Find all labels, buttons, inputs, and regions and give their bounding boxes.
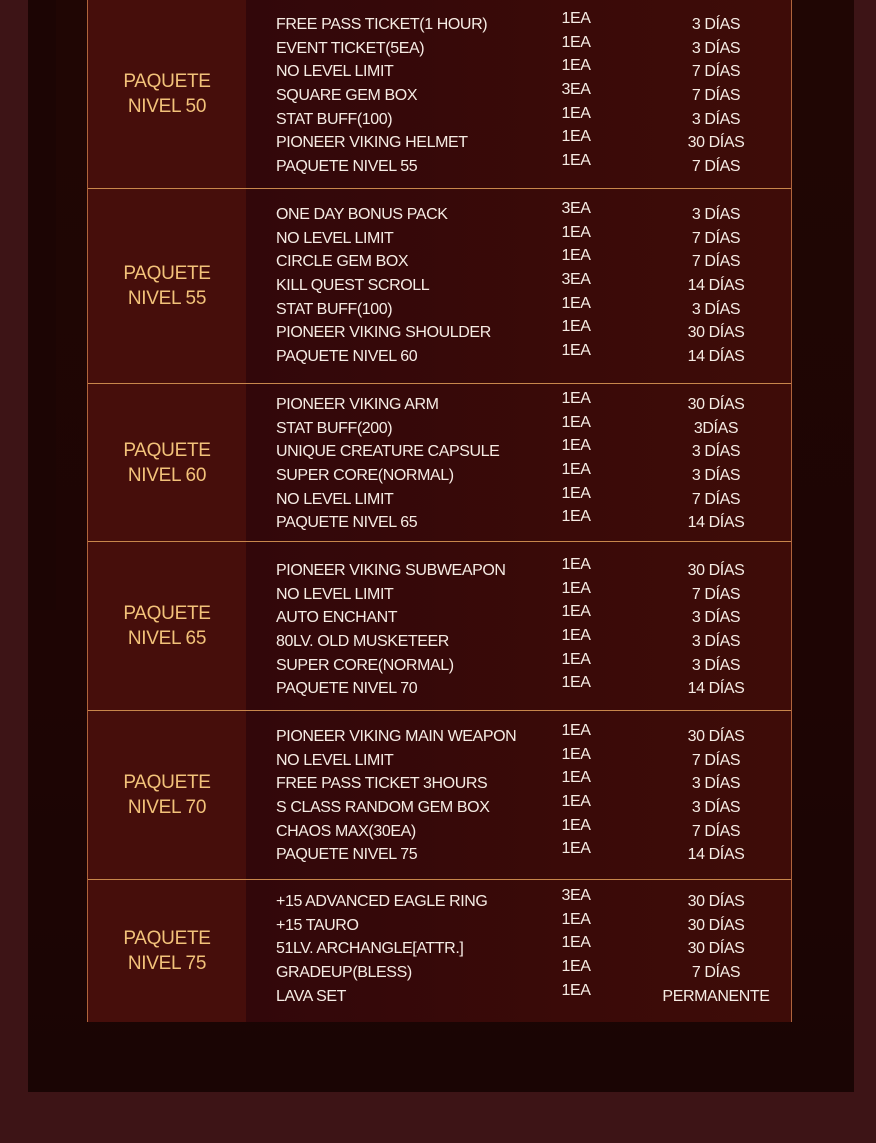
item-name-column: [276, 13, 487, 179]
item-quantity: 1EA: [561, 413, 591, 431]
package-contents: [246, 0, 791, 188]
item-duration: 3 DÍAS: [691, 656, 741, 674]
item-duration-column: [656, 203, 776, 369]
item-name-column: [276, 393, 499, 535]
item-name: SUPER CORE(NORMAL): [276, 656, 454, 674]
package-contents: [246, 189, 791, 383]
item-quantity: 1EA: [561, 674, 591, 692]
item-quantity-column: [546, 387, 606, 529]
item-duration: 30 DÍAS: [687, 562, 745, 579]
item-duration: 7 DÍAS: [691, 229, 741, 247]
item-quantity: 1EA: [561, 437, 591, 455]
panel-edge-shadow: [28, 0, 56, 610]
item-name: GRADEUP(BLESS): [276, 964, 412, 982]
item-name: AUTO ENCHANT: [276, 609, 398, 627]
item-quantity: 3EA: [561, 200, 591, 217]
item-name: ONE DAY BONUS PACK: [276, 206, 448, 223]
item-duration: 14 DÍAS: [687, 680, 745, 698]
item-name: STAT BUFF(200): [276, 419, 393, 437]
item-duration: 30 DÍAS: [687, 893, 745, 910]
package-label-cell: [88, 542, 246, 710]
item-name-column: [276, 203, 491, 369]
item-duration-column: [656, 559, 776, 701]
item-name: PIONEER VIKING ARM: [276, 396, 439, 413]
item-name: NO LEVEL LIMIT: [276, 229, 394, 247]
item-name: PAQUETE NIVEL 65: [276, 514, 418, 532]
item-name: KILL QUEST SCROLL: [276, 277, 430, 295]
package-contents: [246, 711, 791, 879]
item-duration: PERMANENTE: [662, 987, 770, 1005]
item-name: LAVA SET: [276, 987, 347, 1005]
package-row: [88, 383, 791, 541]
item-quantity: 1EA: [561, 910, 591, 928]
item-name: SUPER CORE(NORMAL): [276, 467, 454, 485]
item-quantity: 1EA: [561, 318, 591, 336]
item-quantity: 1EA: [561, 816, 591, 834]
item-quantity: 3EA: [561, 81, 591, 99]
package-row: [88, 541, 791, 710]
item-duration-column: [656, 725, 776, 867]
item-name: NO LEVEL LIMIT: [276, 585, 394, 603]
item-duration: 3 DÍAS: [691, 206, 741, 223]
item-duration: 7 DÍAS: [691, 585, 741, 603]
item-name: S CLASS RANDOM GEM BOX: [276, 799, 490, 817]
item-name: PIONEER VIKING SUBWEAPON: [276, 562, 506, 579]
item-quantity: 3EA: [561, 887, 591, 904]
package-row: [88, 879, 791, 1022]
item-name: +15 TAURO: [276, 916, 359, 934]
package-contents: [246, 384, 791, 541]
item-name: CIRCLE GEM BOX: [276, 253, 409, 271]
item-name-column: [276, 725, 516, 867]
item-duration: 14 DÍAS: [687, 277, 745, 295]
item-duration: 7 DÍAS: [691, 490, 741, 508]
item-duration: 30 DÍAS: [687, 916, 745, 934]
item-quantity: 1EA: [561, 603, 591, 621]
item-quantity: 1EA: [561, 342, 591, 360]
item-quantity: 1EA: [561, 627, 591, 645]
package-table: [87, 0, 792, 1022]
package-title: PAQUETE NIVEL 70: [123, 772, 211, 818]
item-name: STAT BUFF(100): [276, 110, 393, 128]
item-duration: 30 DÍAS: [687, 940, 745, 958]
item-duration: 7 DÍAS: [691, 158, 741, 176]
item-duration: 3 DÍAS: [691, 775, 741, 793]
item-name: 51LV. ARCHANGLE[ATTR.]: [276, 940, 464, 958]
item-name: NO LEVEL LIMIT: [276, 751, 394, 769]
item-duration: 7 DÍAS: [691, 964, 741, 982]
package-label-cell: [88, 189, 246, 383]
item-duration: 3 DÍAS: [691, 39, 741, 57]
item-name-column: [276, 890, 487, 1008]
item-name: PAQUETE NIVEL 55: [276, 158, 418, 176]
item-name: NO LEVEL LIMIT: [276, 490, 394, 508]
item-quantity: 1EA: [561, 294, 591, 312]
item-quantity: 1EA: [561, 934, 591, 952]
item-duration: 3 DÍAS: [691, 443, 741, 461]
package-label-cell: [88, 880, 246, 1022]
item-name: PAQUETE NIVEL 75: [276, 846, 418, 864]
item-duration: 7 DÍAS: [691, 87, 741, 105]
item-duration: 14 DÍAS: [687, 348, 745, 366]
item-duration-column: [656, 890, 776, 1008]
item-quantity: 1EA: [561, 556, 591, 573]
item-name: +15 ADVANCED EAGLE RING: [276, 893, 488, 910]
item-name: EVENT TICKET(5EA): [276, 39, 425, 57]
item-quantity-column: [546, 197, 606, 363]
item-duration: 30 DÍAS: [687, 396, 745, 413]
item-quantity: 1EA: [561, 57, 591, 75]
item-name: PIONEER VIKING SHOULDER: [276, 324, 491, 342]
item-duration: 3DÍAS: [693, 419, 739, 437]
item-quantity: 1EA: [561, 579, 591, 597]
item-name: PAQUETE NIVEL 70: [276, 680, 418, 698]
item-duration: 30 DÍAS: [687, 728, 745, 745]
item-duration: 30 DÍAS: [687, 134, 745, 152]
item-quantity: 1EA: [561, 247, 591, 265]
item-name: NO LEVEL LIMIT: [276, 63, 394, 81]
item-duration-column: [656, 13, 776, 179]
item-name: PIONEER VIKING HELMET: [276, 134, 468, 152]
item-quantity-column: [546, 553, 606, 695]
item-quantity: 1EA: [561, 223, 591, 241]
item-quantity: 1EA: [561, 461, 591, 479]
package-title: PAQUETE NIVEL 55: [123, 263, 211, 309]
package-row: [88, 0, 791, 188]
item-quantity: 1EA: [561, 650, 591, 668]
item-quantity: 1EA: [561, 745, 591, 763]
item-name: 80LV. OLD MUSKETEER: [276, 633, 449, 651]
package-contents: [246, 880, 791, 1022]
package-label-cell: [88, 0, 246, 188]
item-quantity: 1EA: [561, 104, 591, 122]
item-duration: 7 DÍAS: [691, 751, 741, 769]
item-duration: 7 DÍAS: [691, 63, 741, 81]
item-duration: 14 DÍAS: [687, 514, 745, 532]
item-name: CHAOS MAX(30EA): [276, 822, 416, 840]
package-contents: [246, 542, 791, 710]
item-quantity: 1EA: [561, 840, 591, 858]
item-name: SQUARE GEM BOX: [276, 87, 418, 105]
item-duration: 3 DÍAS: [691, 633, 741, 651]
item-duration: 7 DÍAS: [691, 822, 741, 840]
package-title: PAQUETE NIVEL 50: [123, 71, 211, 117]
package-label-cell: [88, 384, 246, 541]
item-name: PIONEER VIKING MAIN WEAPON: [276, 728, 517, 745]
item-quantity-column: [546, 719, 606, 861]
item-duration: 3 DÍAS: [691, 609, 741, 627]
item-quantity-column: [546, 7, 606, 173]
item-name: PAQUETE NIVEL 60: [276, 348, 418, 366]
item-quantity: 1EA: [561, 10, 591, 27]
package-title: PAQUETE NIVEL 75: [123, 928, 211, 974]
item-quantity: 1EA: [561, 769, 591, 787]
package-label-cell: [88, 711, 246, 879]
item-quantity: 1EA: [561, 390, 591, 407]
item-duration: 3 DÍAS: [691, 467, 741, 485]
item-duration: 3 DÍAS: [691, 110, 741, 128]
item-quantity: 1EA: [561, 722, 591, 739]
item-name: UNIQUE CREATURE CAPSULE: [276, 443, 500, 461]
item-duration: 3 DÍAS: [691, 300, 741, 318]
item-duration: 7 DÍAS: [691, 253, 741, 271]
item-quantity: 1EA: [561, 793, 591, 811]
item-quantity-column: [546, 884, 606, 1002]
item-quantity: 1EA: [561, 958, 591, 976]
item-name-column: [276, 559, 506, 701]
item-quantity: 3EA: [561, 271, 591, 289]
item-quantity: 1EA: [561, 128, 591, 146]
item-duration: 30 DÍAS: [687, 324, 745, 342]
item-duration-column: [656, 393, 776, 535]
package-title: PAQUETE NIVEL 65: [123, 603, 211, 649]
item-quantity: 1EA: [561, 981, 591, 999]
item-duration: 14 DÍAS: [687, 846, 745, 864]
item-quantity: 1EA: [561, 508, 591, 526]
package-row: [88, 188, 791, 383]
item-name: FREE PASS TICKET 3HOURS: [276, 775, 488, 793]
package-title: PAQUETE NIVEL 60: [123, 439, 211, 486]
item-name: STAT BUFF(100): [276, 300, 393, 318]
item-quantity: 1EA: [561, 484, 591, 502]
item-name: FREE PASS TICKET(1 HOUR): [276, 16, 488, 33]
item-quantity: 1EA: [561, 152, 591, 170]
package-row: [88, 710, 791, 879]
item-duration: 3 DÍAS: [691, 799, 741, 817]
item-duration: 3 DÍAS: [691, 16, 741, 33]
item-quantity: 1EA: [561, 33, 591, 51]
